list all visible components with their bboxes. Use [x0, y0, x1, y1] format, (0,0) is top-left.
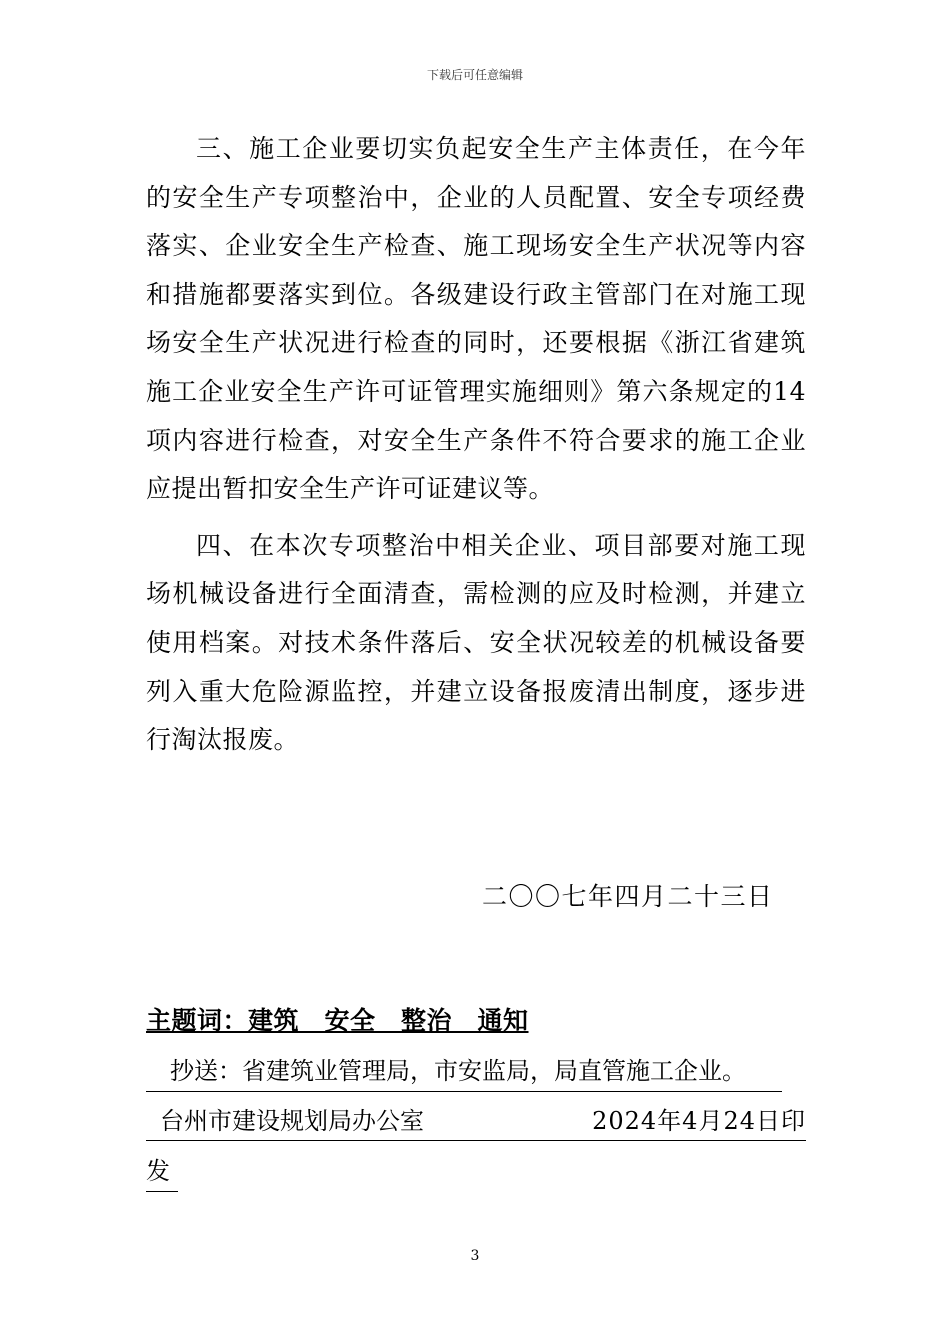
cc-line: 抄送：省建筑业管理局，市安监局，局直管施工企业。 [146, 1051, 782, 1092]
issuer-office: 台州市建设规划局办公室 [160, 1107, 424, 1135]
issuer-block [146, 1101, 806, 1195]
paragraph-three: 三、施工企业要切实负起安全生产主体责任，在今年的安全生产专项整治中，企业的人员配置、安全专项经费落实、企业安全生产检查、施工现场安全生产状况等内容和措施都要落实到位。各级建设行政主管部门在对施工现场安全生产状况进行检查的同时，还要根据《浙江省建筑施工企业安全生产许可证管理实施细则》第六条规定的14项内容进行检查，对安全生产条件不符合要求的施工企业应提出暂扣安全生产许可证建议等。 [146, 134, 806, 504]
signature-date: 二〇〇七年四月二十三日 [482, 882, 774, 911]
issuer-line [146, 1101, 806, 1141]
paragraph-four: 四、在本次专项整治中相关企业、项目部要对施工现场机械设备进行全面清查，需检测的应及时检测，并建立使用档案。对技术条件落后、安全状况较差的机械设备要列入重大危险源监控，并建立设备报废清出制度，逐步进行淘汰报废。 [146, 530, 806, 755]
issue-suffix: 发 [146, 1151, 178, 1192]
page-number: 3 [470, 1248, 480, 1264]
page-header-note: 下载后可任意编辑 [426, 68, 523, 82]
issue-date: 2024年4月24日印 [592, 1107, 806, 1135]
document-body [146, 125, 806, 765]
subject-keywords: 主题词：建筑 安全 整治 通知 [146, 1006, 529, 1035]
